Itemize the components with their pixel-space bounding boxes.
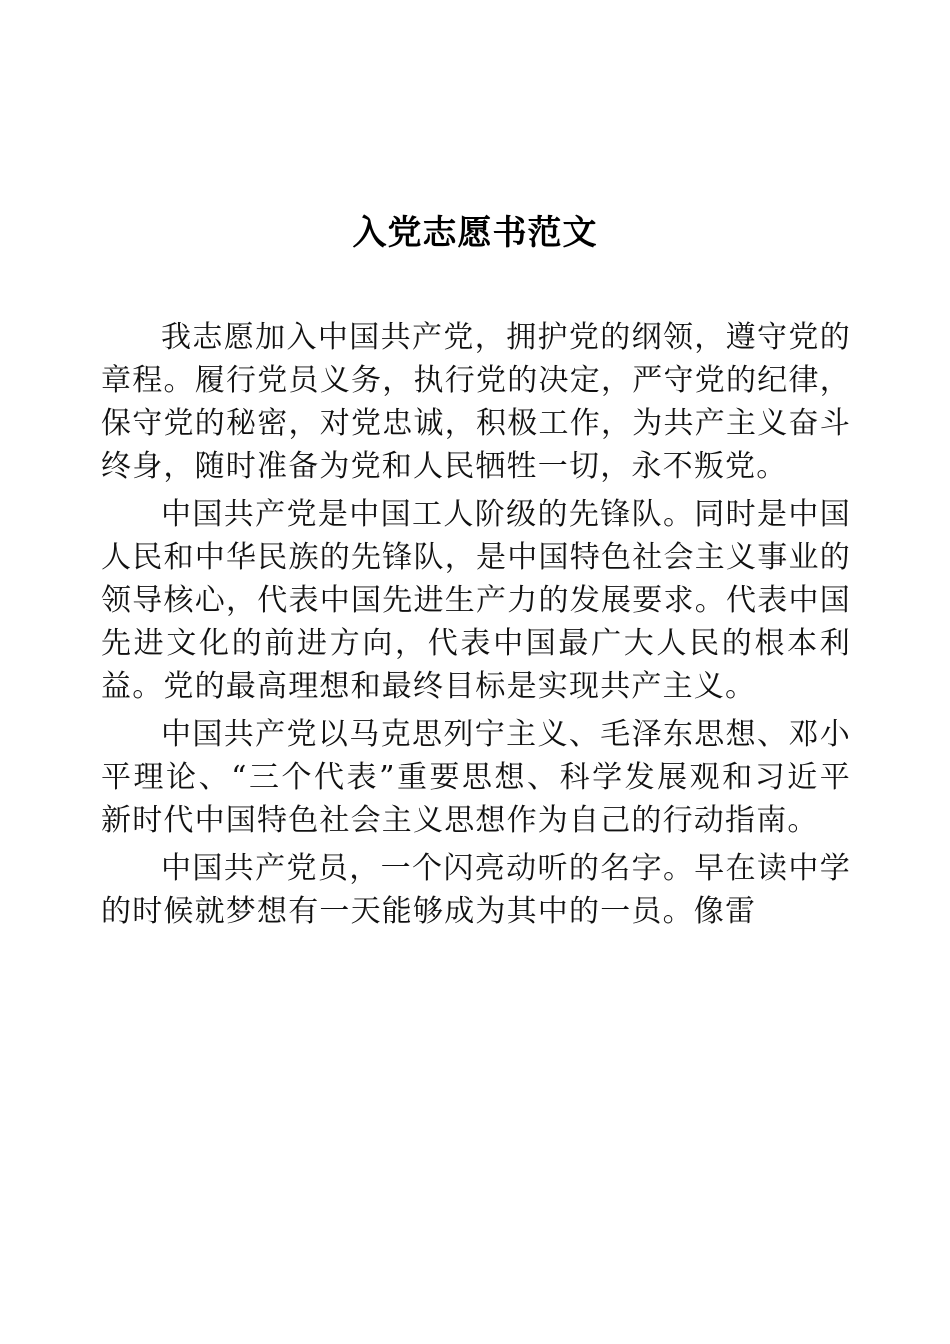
paragraph: 中国共产党是中国工人阶级的先锋队。同时是中国人民和中华民族的先锋队，是中国特色社会主义事业的领导核心，代表中国先进生产力的发展要求。代表中国先进文化的前进方向，代表中国最广大人民的根本利益。党的最高理想和最终目标是实现共产主义。: [101, 497, 851, 704]
document-body: [101, 316, 851, 938]
paragraph: 中国共产党以马克思列宁主义、毛泽东思想、邓小平理论、“三个代表”重要思想、科学发展观和习近平新时代中国特色社会主义思想作为自己的行动指南。: [101, 717, 851, 838]
document-title: 入党志愿书范文: [352, 213, 598, 253]
paragraph: 中国共产党员，一个闪亮动听的名字。早在读中学的时候就梦想有一天能够成为其中的一员。像雷: [101, 851, 851, 929]
paragraph: 我志愿加入中国共产党，拥护党的纲领，遵守党的章程。履行党员义务，执行党的决定，严守党的纪律，保守党的秘密，对党忠诚，积极工作，为共产主义奋斗终身，随时准备为党和人民牺牲一切，永不叛党。: [101, 320, 851, 484]
